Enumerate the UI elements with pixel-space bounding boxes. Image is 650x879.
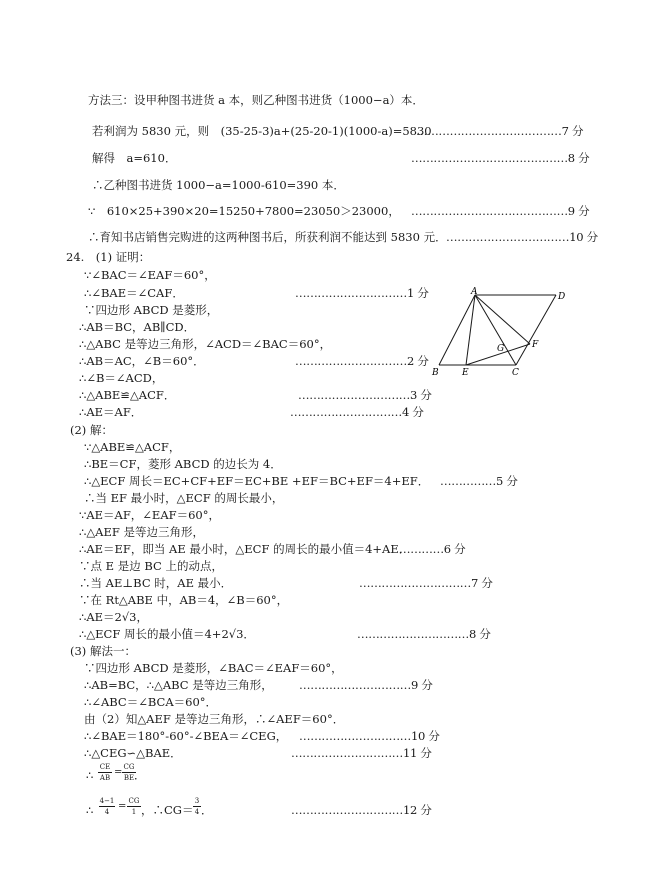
fraction-denominator: AB (99, 774, 111, 782)
solution-line: ∴当 EF 最小时，△ECF 的周长最小， (84, 491, 284, 505)
proof-line: ∴∠B＝∠ACD， (79, 371, 164, 385)
fraction-denominator: BE (123, 774, 135, 782)
question-24-part1-label: 24. (1) 证明： (66, 250, 151, 264)
equals-sign: = (114, 767, 123, 778)
therefore-symbol: ∴ (86, 768, 94, 782)
solution-line: 由（2）知△AEF 是等边三角形，∴∠AEF＝60°． (84, 712, 345, 726)
solution-line: ∵四边形 ABCD 是菱形，∠BAC＝∠EAF＝60°， (84, 661, 343, 675)
solution-line: ∴△ECF 周长的最小值＝4+2√3． (79, 627, 255, 641)
solution-line: ∴BE＝CF，菱形 ABCD 的边长为 4． (84, 457, 282, 471)
score-mark: …………………………8 分 (357, 627, 491, 641)
fraction-numerator: CE (99, 763, 111, 771)
proof-line: ∴AE＝AF． (79, 405, 143, 419)
method3-line-5: ∵ 610×25+390×20=15250+7800=23050＞23000， (88, 204, 400, 218)
score-mark: …………………………3 分 (298, 388, 432, 402)
score-mark: ……………5 分 (440, 474, 518, 488)
fraction-denominator: 4 (104, 808, 110, 816)
score-mark: …………………………7 分 (359, 576, 493, 590)
fraction-numerator: 3 (194, 797, 200, 805)
method3-line-3: 解得 a=610． (92, 151, 177, 165)
point-label-G: G (497, 344, 505, 354)
segment-AB (439, 295, 475, 365)
part2-label: (2) 解： (70, 423, 113, 437)
solution-line: ∴△ECF 周长＝EC+CF+EF＝EC+BE +EF＝BC+EF＝4+EF． (84, 474, 430, 488)
segment-AF (475, 295, 530, 344)
fraction-denominator: 1 (131, 808, 137, 816)
vertex-label-B: B (432, 368, 439, 378)
score-mark: …………………………10 分 (299, 729, 440, 743)
score-mark: …………………………9 分 (299, 678, 433, 692)
part3-label: (3) 解法一： (70, 644, 136, 658)
solution-line: ∵△ABE≌△ACF， (84, 440, 181, 454)
vertex-label-A: A (471, 287, 478, 297)
score-mark: …………………………2 分 (295, 354, 429, 368)
point-label-E: E (462, 368, 469, 378)
method3-score-8: ……………………………………8 分 (411, 151, 590, 165)
fraction-numerator: 4−1 (99, 797, 115, 805)
method3-score-9: ……………………………………9 分 (411, 204, 590, 218)
period: ． (201, 803, 213, 817)
method3-score-10: ……………………………10 分 (446, 230, 598, 244)
period: ． (134, 768, 146, 782)
rhombus-figure (428, 286, 578, 378)
solution-line: ∴当 AE⊥BC 时，AE 最小． (79, 576, 233, 590)
solution-line: ∴∠ABC＝∠BCA＝60°． (84, 695, 218, 709)
fraction-bar (98, 772, 112, 773)
score-mark: …………6 分 (399, 542, 466, 556)
proof-line: ∴AB＝AC，∠B＝60°． (79, 354, 205, 368)
proof-line: ∵四边形 ABCD 是菱形， (84, 303, 219, 317)
segment-CD (516, 295, 556, 365)
method3-line-2: 若利润为 5830 元，则 (35-25-3)a+(25-20-1)(1000-a)=5830 (92, 124, 432, 138)
method3-line-6: ∴育知书店销售完购进的这两种图书后，所获利润不能达到 5830 元． (88, 230, 447, 244)
cg-result-text: ，∴CG＝ (141, 803, 194, 817)
solution-line: ∴△CEG∽△BAE． (84, 746, 182, 760)
vertex-label-C: C (512, 368, 519, 378)
solution-line: ∴AB=BC，∴△ABC 是等边三角形， (84, 678, 273, 692)
proof-line: ∴∠BAE＝∠CAF． (84, 286, 184, 300)
method3-line-1: 方法三：设甲种图书进货 a 本，则乙种图书进货（1000−a）本． (88, 93, 424, 107)
method3-score-7: …………………………………7 分 (416, 124, 584, 138)
proof-line: ∴△ABC 是等边三角形，∠ACD＝∠BAC＝60°， (79, 337, 332, 351)
solution-line: ∵在 Rt△ABE 中，AB＝4，∠B＝60°， (79, 593, 289, 607)
score-mark: …………………………12 分 (291, 803, 432, 817)
vertex-label-D: D (558, 292, 566, 302)
solution-line: ∴△AEF 是等边三角形， (79, 525, 204, 539)
segment-AE (466, 295, 475, 365)
solution-line: ∵AE＝AF，∠EAF＝60°， (79, 508, 220, 522)
fraction-bar (193, 806, 201, 807)
fraction-bar (127, 806, 141, 807)
solution-line: ∴AE＝EF，即当 AE 最小时，△ECF 的周长的最小值＝4+AE． (79, 542, 411, 556)
proof-line: ∴△ABE≌△ACF． (79, 388, 176, 402)
score-mark: …………………………1 分 (295, 286, 429, 300)
fraction-bar (99, 806, 115, 807)
solution-line: ∴AE＝2√3， (79, 610, 148, 624)
fraction-denominator: 4 (194, 808, 200, 816)
equals-sign: = (118, 801, 127, 812)
fraction-numerator: CG (128, 797, 140, 805)
solution-line: ∴∠BAE＝180°-60°-∠BEA＝∠CEG， (84, 729, 288, 743)
point-label-F: F (532, 340, 539, 350)
fraction-numerator: CG (123, 763, 135, 771)
method3-line-4: ∴乙种图书进货 1000−a=1000-610=390 本． (92, 178, 345, 192)
score-mark: …………………………11 分 (291, 746, 432, 760)
solution-line: ∵点 E 是边 BC 上的动点， (79, 559, 223, 573)
segment-AC (475, 295, 516, 365)
proof-line: ∴AB＝BC，AB∥CD． (79, 320, 196, 334)
score-mark: …………………………4 分 (290, 405, 424, 419)
proof-line: ∵∠BAC＝∠EAF＝60°， (84, 268, 216, 282)
therefore-symbol: ∴ (86, 803, 94, 817)
